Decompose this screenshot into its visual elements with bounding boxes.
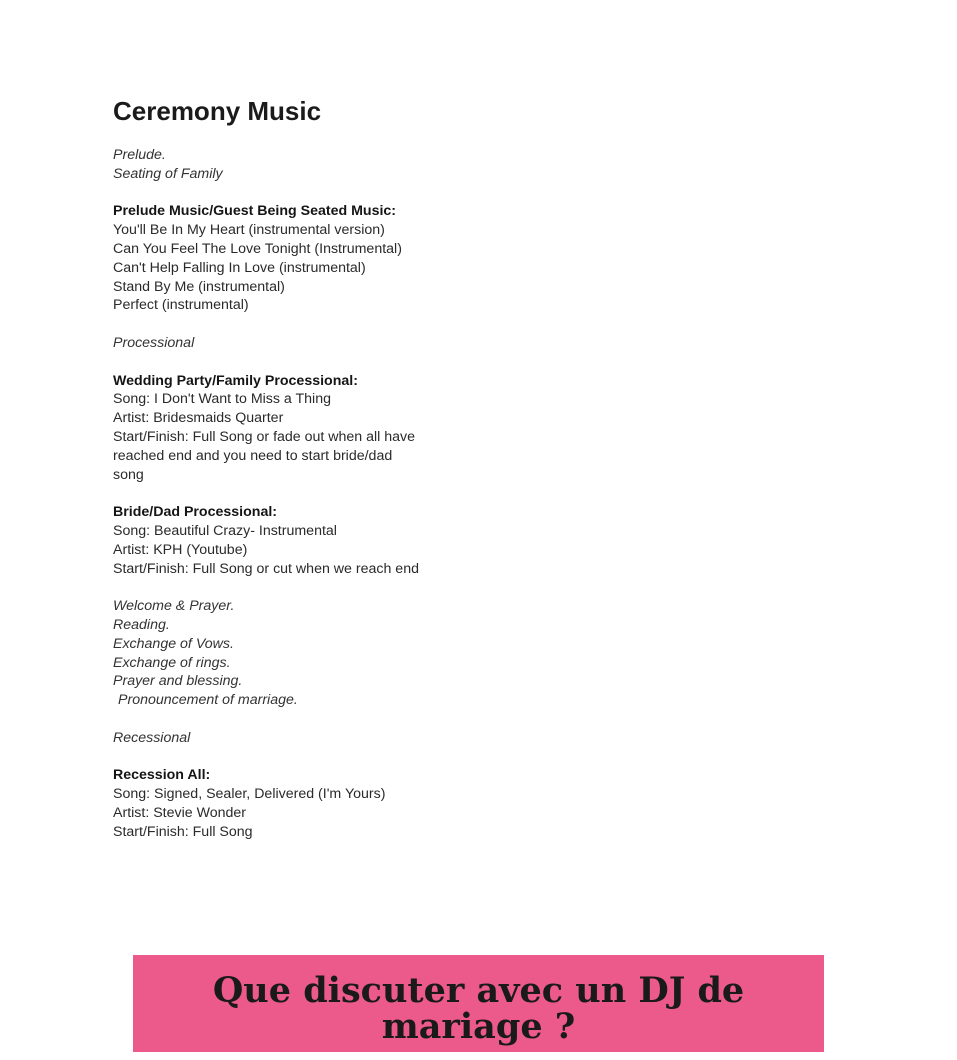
ceremony-step: Prayer and blessing.: [113, 673, 243, 690]
wedding-party-start-finish: reached end and you need to start bride/dad: [113, 447, 393, 464]
spacer: [113, 710, 533, 729]
recession-start-finish: Start/Finish: Full Song: [113, 823, 253, 840]
wedding-party-artist: Artist: Bridesmaids Quarter: [113, 410, 284, 427]
wedding-party-start-finish: Start/Finish: Full Song or fade out when all have: [113, 428, 416, 445]
spacer: [113, 353, 533, 372]
recession-artist: Artist: Stevie Wonder: [113, 804, 246, 821]
prelude-song: Perfect (instrumental): [113, 297, 249, 314]
bride-dad-song: Song: Beautiful Crazy- Instrumental: [113, 522, 337, 539]
banner-title: Que discuter avec un DJ de mariage ?: [212, 970, 745, 1047]
bride-dad-start-finish: Start/Finish: Full Song or cut when we reach end: [113, 560, 419, 577]
ceremony-step: Exchange of Vows.: [113, 635, 234, 652]
recessional-label: Recessional: [113, 729, 191, 746]
ceremony-step: Exchange of rings.: [113, 654, 231, 671]
wedding-party-song: Song: I Don't Want to Miss a Thing: [113, 391, 331, 408]
ceremony-step: Welcome & Prayer.: [113, 598, 235, 615]
prelude-music-heading: Prelude Music/Guest Being Seated Music:: [113, 203, 397, 220]
wedding-party-heading: Wedding Party/Family Processional:: [113, 372, 358, 389]
spacer: [113, 315, 533, 334]
processional-label: Processional: [113, 334, 195, 351]
spacer: [113, 748, 533, 767]
prelude-song: Can't Help Falling In Love (instrumental): [113, 259, 366, 276]
spacer: [113, 484, 533, 503]
ceremony-music-document: [113, 94, 533, 841]
prelude-label: Prelude.: [113, 147, 166, 163]
title-banner: [133, 955, 824, 1052]
ceremony-step: Pronouncement of marriage.: [118, 692, 298, 709]
bride-dad-artist: Artist: KPH (Youtube): [113, 541, 248, 558]
ceremony-step: Reading.: [113, 616, 170, 633]
bride-dad-heading: Bride/Dad Processional:: [113, 504, 277, 521]
recession-song: Song: Signed, Sealer, Delivered (I'm Yours): [113, 786, 386, 803]
prelude-song: Can You Feel The Love Tonight (Instrumental): [113, 240, 402, 257]
recession-heading: Recession All:: [113, 767, 211, 784]
spacer: [113, 578, 533, 597]
prelude-song: You'll Be In My Heart (instrumental version): [113, 222, 385, 239]
wedding-party-start-finish: song: [113, 466, 144, 483]
document-title: Ceremony Music: [113, 96, 322, 126]
prelude-song: Stand By Me (instrumental): [113, 278, 285, 295]
seating-label: Seating of Family: [113, 165, 223, 182]
spacer: [113, 184, 533, 203]
